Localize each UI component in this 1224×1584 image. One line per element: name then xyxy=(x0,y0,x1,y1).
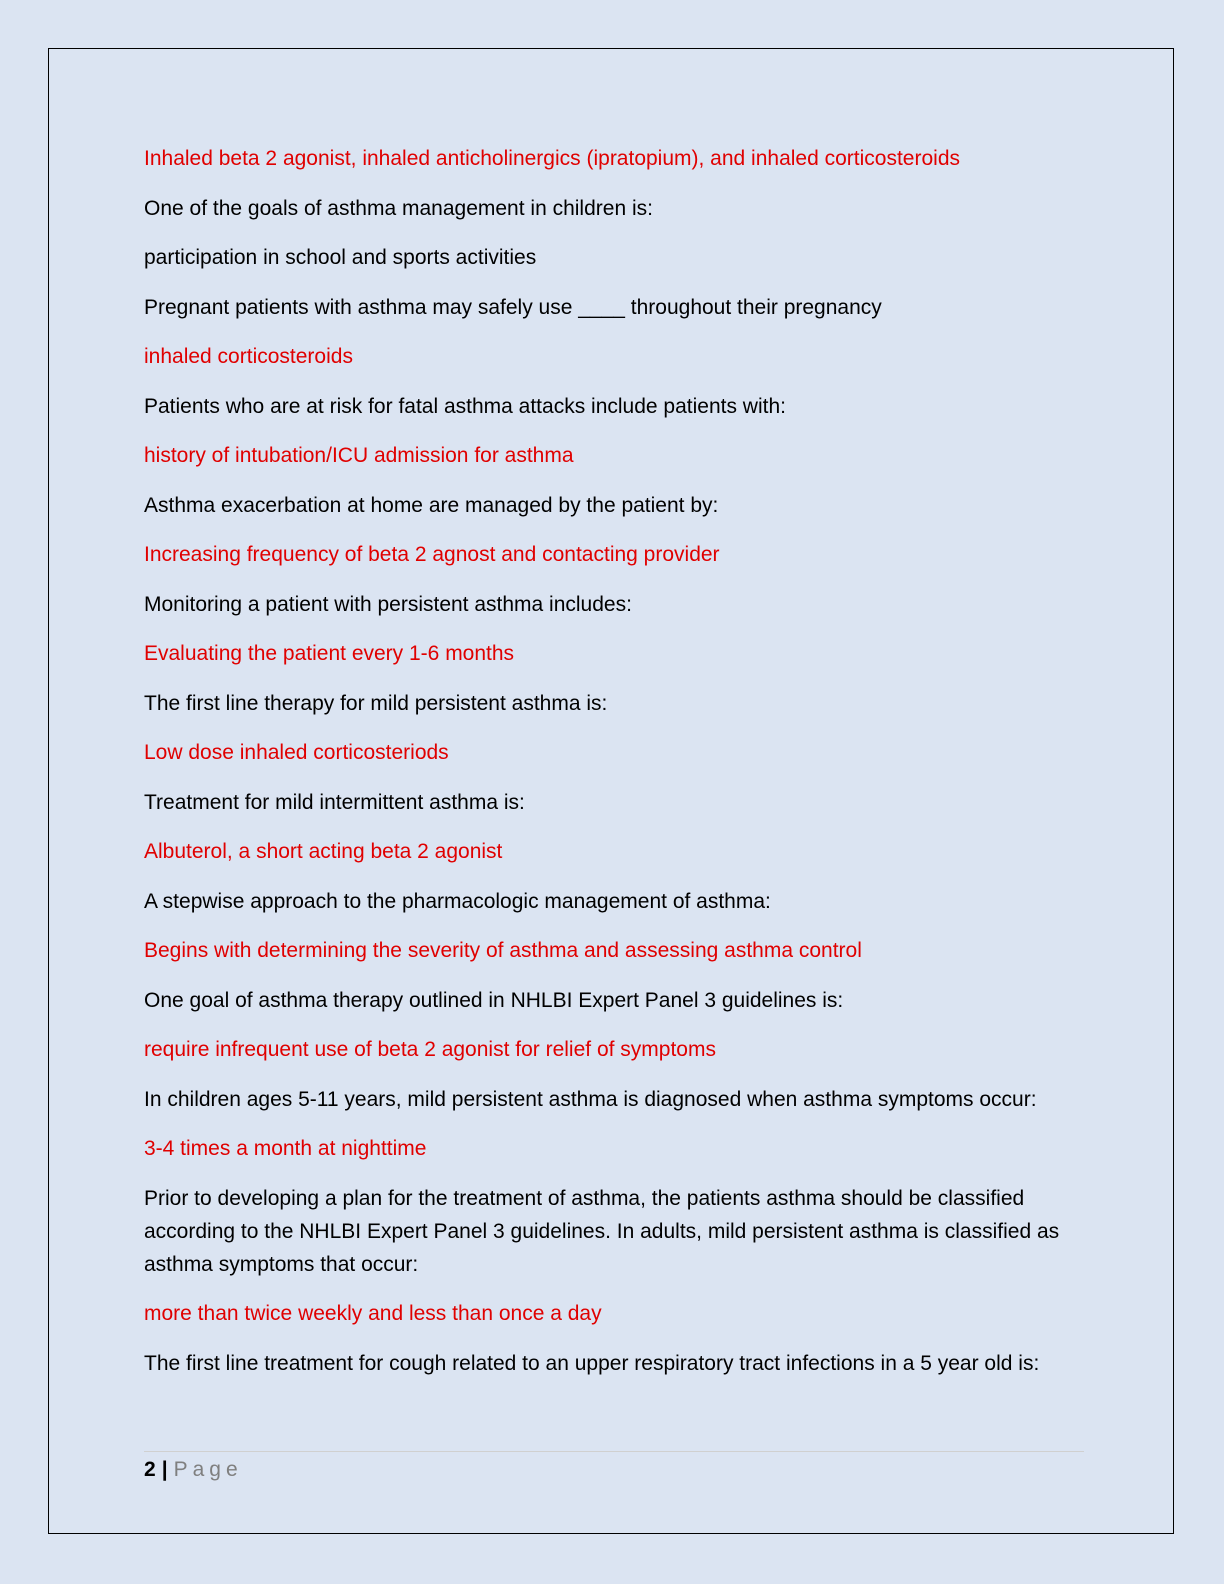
question-text: In children ages 5-11 years, mild persistent asthma is diagnosed when asthma symptoms occur: xyxy=(144,1087,1037,1111)
question-text: One of the goals of asthma management in children is: xyxy=(144,196,653,220)
question-text: Patients who are at risk for fatal asthma attacks include patients with: xyxy=(144,394,786,418)
answer-text: Inhaled beta 2 agonist, inhaled anticholinergics (ipratopium), and inhaled corticosteroids xyxy=(144,147,960,170)
footer-separator: | xyxy=(161,1458,168,1481)
question-text: The first line treatment for cough related to an upper respiratory tract infections in a 5 year old is: xyxy=(144,1351,1040,1375)
answer-text: Increasing frequency of beta 2 agnost and contacting provider xyxy=(144,543,720,566)
question-text: participation in school and sports activities xyxy=(144,246,537,269)
answer-text: require infrequent use of beta 2 agonist for relief of symptoms xyxy=(144,1038,716,1061)
page-number: 2 xyxy=(144,1458,156,1481)
question-text: Pregnant patients with asthma may safely use ____ throughout their pregnancy xyxy=(144,295,882,319)
question-text: One goal of asthma therapy outlined in NHLBI Expert Panel 3 guidelines is: xyxy=(144,988,844,1012)
question-text: Asthma exacerbation at home are managed by the patient by: xyxy=(144,493,719,517)
question-text: Monitoring a patient with persistent asthma includes: xyxy=(144,592,632,616)
page-footer xyxy=(144,1456,243,1484)
footer-divider xyxy=(144,1451,1084,1452)
answer-text: inhaled corticosteroids xyxy=(144,345,353,368)
answer-text: more than twice weekly and less than once a day xyxy=(144,1302,602,1325)
answer-text: Low dose inhaled corticosteriods xyxy=(144,741,449,764)
question-text: Prior to developing a plan for the treatment of asthma, the patients asthma should be classified according to the NHLBI Expert Panel 3 guidelines. In adults, mild persistent asthma is classified as asthma symptoms that occur: xyxy=(144,1186,1060,1276)
answer-text: Begins with determining the severity of asthma and assessing asthma control xyxy=(144,939,862,962)
answer-text: Albuterol, a short acting beta 2 agonist xyxy=(144,840,503,863)
document-body xyxy=(144,142,1084,1396)
answer-text: 3-4 times a month at nighttime xyxy=(144,1137,427,1160)
question-text: The first line therapy for mild persistent asthma is: xyxy=(144,691,608,715)
question-text: Treatment for mild intermittent asthma is: xyxy=(144,790,525,814)
answer-text: Evaluating the patient every 1-6 months xyxy=(144,642,515,665)
answer-text: history of intubation/ICU admission for asthma xyxy=(144,444,574,467)
page-label: Page xyxy=(173,1458,243,1481)
question-text: A stepwise approach to the pharmacologic management of asthma: xyxy=(144,889,771,913)
